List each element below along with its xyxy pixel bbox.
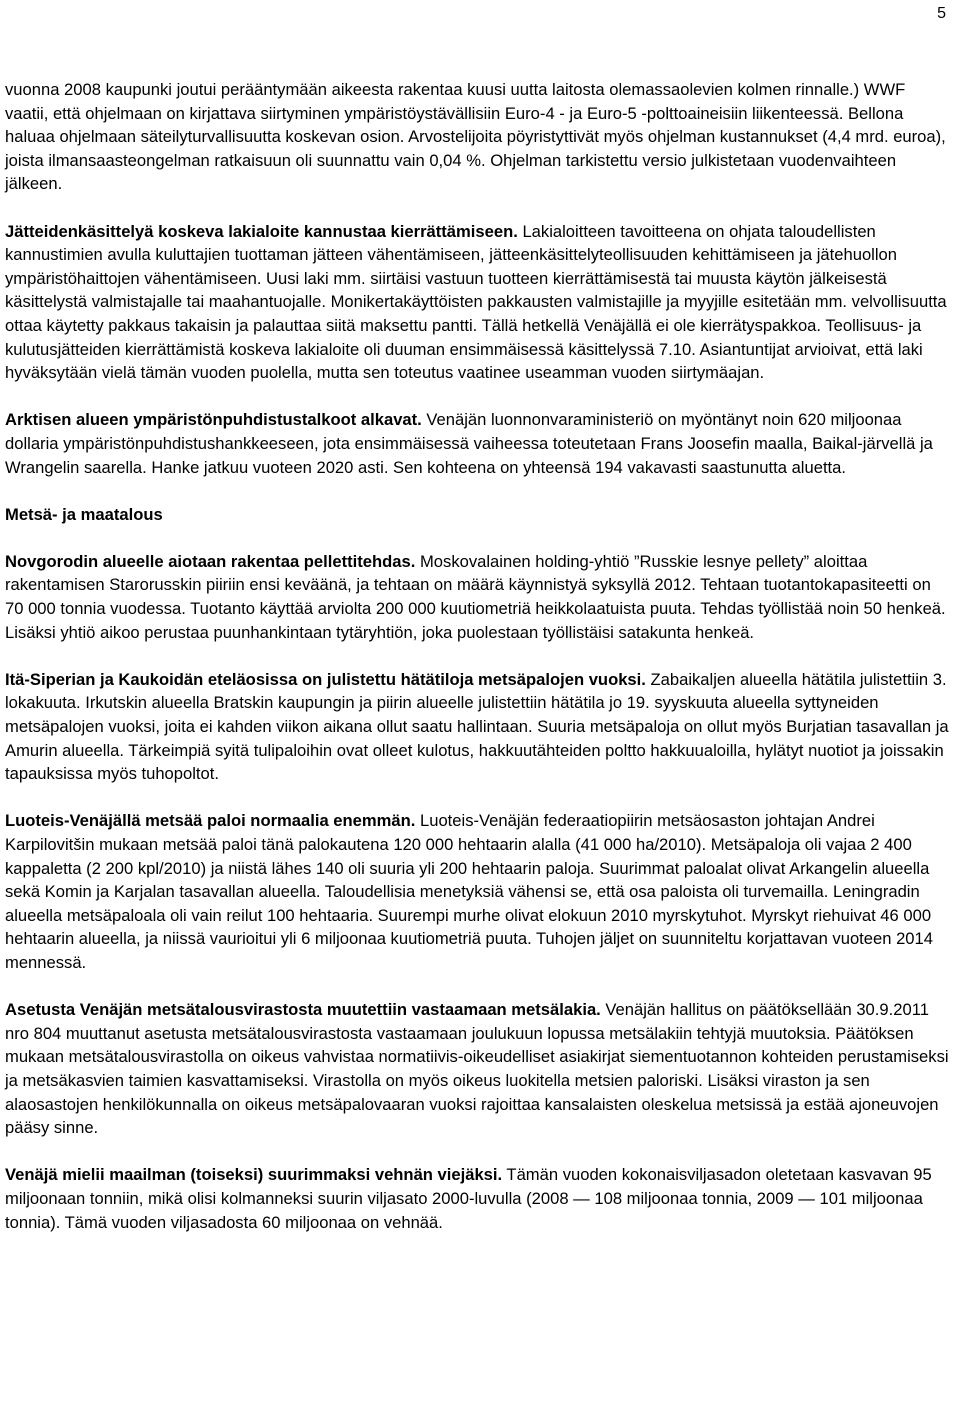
page-content (5, 78, 953, 1234)
paragraph-text: vuonna 2008 kaupunki joutui perääntymään aikeesta rakentaa kuusi uutta laitosta olemassaolevien kolmen rinnalle.) WWF vaatii, että ohjelmaan on kirjattava siirtyminen ympäristöystävällisiin Euro-4 - ja Euro-5 -polttoaineisiin liikenteessä. Bellona haluaa ohjelmaan säteilyturvallisuutta koskevan osion. Arvostelijoita pöyristyttivät myös ohjelman kustannukset (4,4 mrd. euroa), joista ilmansaasteongelman ratkaisuun oli suunnattu vain 0,04 %. Ohjelman tarkistettu versio julkistetaan vuodenvaihteen jälkeen. (5, 80, 946, 194)
paragraph-text: Zabaikaljen alueella hätätila julistettiin 3. lokakuuta. Irkutskin alueella Bratskin kaupungin ja piirin alueelle julistettiin hätätila jo 19. syyskuuta alueella syttyneiden metsäpalojen vuoksi, joita ei kahden viikon aikana ollut saatu hallintaan. Suuria metsäpaloja on ollut myös Burjatian tasavallan ja Amurin alueella. Tärkeimpiä syitä tulipaloihin ovat olleet kulotus, hakkuutähteiden poltto hakkuualoilla, hylätyt nuotiot ja joissakin tapauksissa myös tuhopoltot. (5, 669, 949, 784)
paragraph-text: Luoteis-Venäjän federaatiopiirin metsäosaston johtajan Andrei Karpilovitšin mukaan metsää paloi tänä palokautena 120 000 hehtaarin alalla (41 000 ha/2010). Metsäpaloja oli vajaa 2 400 kappaletta (2 200 kpl/2010) ja niistä lähes 140 oli suuria yli 200 hehtaarin paloja. Suurimmat paloalat olivat Arkangelin alueella sekä Komin ja Karjalan tasavallan alueella. Taloudellisia menetyksiä vähensi se, että osa paloista oli turvemailla. Leningradin alueella metsäpaloala oli vain reilut 100 hehtaaria. Suurempi murhe olivat elokuun 2010 myrskytuhot. Myrskyt riehuivat 46 000 hehtaarin alueella, ja niissä vaurioitui yli 6 miljoonaa kuutiometriä puuta. Tuhojen jäljet on suunniteltu korjattavan vuoteen 2014 mennessä. (5, 811, 933, 972)
paragraph-wheat-export (5, 1163, 953, 1234)
paragraph-text: Venäjän luonnonvaraministeriö on myöntänyt noin 620 miljoonaa dollaria ympäristönpuhdistushankkeeseen, jota ensimmäisessä vaiheessa toteutetaan Frans Joosefin maalla, Baikal-järvellä ja Wrangelin saarella. Hanke jatkuu vuoteen 2020 asti. Sen kohteena on yhteensä 194 vakavasti saastunutta aluetta. (5, 410, 933, 477)
paragraph-lead: Luoteis-Venäjällä metsää paloi normaalia enemmän. (5, 811, 416, 831)
paragraph-emergency-fires (5, 668, 953, 786)
paragraph-pellet-plant (5, 550, 953, 644)
paragraph-lead: Novgorodin alueelle aiotaan rakentaa pellettitehdas. (5, 551, 416, 571)
section-heading: Metsä- ja maatalous (5, 504, 163, 524)
paragraph-text: Lakialoitteen tavoitteena on ohjata taloudellisten kannustimien avulla kuluttajien tuottaman jätteen vähentämiseen, jätteenkäsittelyteollisuuden kehittämiseen ja jätehuollon ympäristöhaittojen vähentämiseen. Uusi laki mm. siirtäisi vastuun tuotteen kierrättämisestä tai muusta käytön jälkeisestä käsittelystä valmistajalle tai maahantuojalle. Monikertakäyttöisten pakkausten valmistajille ja myyjille esitetään mm. velvollisuutta ottaa käytetty pakkaus takaisin ja palauttaa siitä maksettu pantti. Tällä hetkellä Venäjällä ei ole kierrätyspakkoa. Teollisuus- ja kulutusjätteiden kierrättämistä koskeva lakialoite oli duuman ensimmäisessä käsittelyssä 7.10. Asiantuntijat arvioivat, että laki hyväksytään vielä tämän vuoden puolella, mutta sen toteutus vaatinee useamman vuoden siirtymäajan. (5, 221, 947, 383)
paragraph-lead: Arktisen alueen ympäristönpuhdistustalkoot alkavat. (5, 410, 422, 430)
paragraph-text: Tämän vuoden kokonaisviljasadon oletetaan kasvavan 95 miljoonaan tonniin, mikä olisi kolmanneksi suurin viljasato 2000-luvulla (2008 — 108 miljoonaa tonnia, 2009 — 101 miljoonaa tonnia). Tämä vuoden viljasadosta 60 miljoonaa on vehnää. (5, 1165, 932, 1232)
paragraph-text: Venäjän hallitus on päätöksellään 30.9.2011 nro 804 muuttanut asetusta metsätalousvirastosta vastaamaan joulukuun lopussa metsälakiin tehtyjä muutoksia. Päätöksen mukaan metsätalousvirastolla on oikeus vahvistaa normatiivis-oikeudelliset asiakirjat siementuotannon kohteiden perustamiseksi ja metsäkasvien taimien kasvattamiseksi. Virastolla on myös oikeus luokitella metsien paloriski. Lisäksi viraston ja sen alaosastojen henkilökunnalla on oikeus metsäpalovaaran vuoksi rajoittaa kansalaisten oleskelua metsissä ja estää ajoneuvojen pääsy sinne. (5, 1000, 949, 1138)
paragraph-lead: Asetusta Venäjän metsätalousvirastosta muutettiin vastaamaan metsälakia. (5, 1000, 601, 1020)
paragraph-lead: Jätteidenkäsittelyä koskeva lakialoite kannustaa kierrättämiseen. (5, 221, 518, 241)
paragraph-lead: Venäjä mielii maailman (toiseksi) suurimmaksi vehnän viejäksi. (5, 1165, 503, 1185)
paragraph-lead: Itä-Siperian ja Kaukoidän eteläosissa on julistettu hätätiloja metsäpalojen vuoksi. (5, 669, 646, 689)
paragraph-waste-law (5, 220, 953, 385)
paragraph-intro (5, 78, 953, 196)
paragraph-northwest-fires (5, 809, 953, 974)
page-number: 5 (937, 5, 946, 22)
paragraph-text: Moskovalainen holding-yhtiö ”Russkie lesnye pellety” aloittaa rakentamisen Starorusskin piiriin ensi keväänä, ja tehtaan on määrä käynnistyä syksyllä 2012. Tehtaan tuotantokapasiteetti on 70 000 tonnia vuodessa. Tuotanto käyttää arviolta 200 000 kuutiometriä heikkolaatuista puuta. Tehdas työllistää noin 50 henkeä. Lisäksi yhtiö aikoo perustaa puunhankintaan tytäryhtiön, joka puolestaan työllistäisi satakunta henkeä. (5, 551, 946, 642)
paragraph-arctic-cleanup (5, 408, 953, 479)
paragraph-forestry-agency (5, 998, 953, 1140)
